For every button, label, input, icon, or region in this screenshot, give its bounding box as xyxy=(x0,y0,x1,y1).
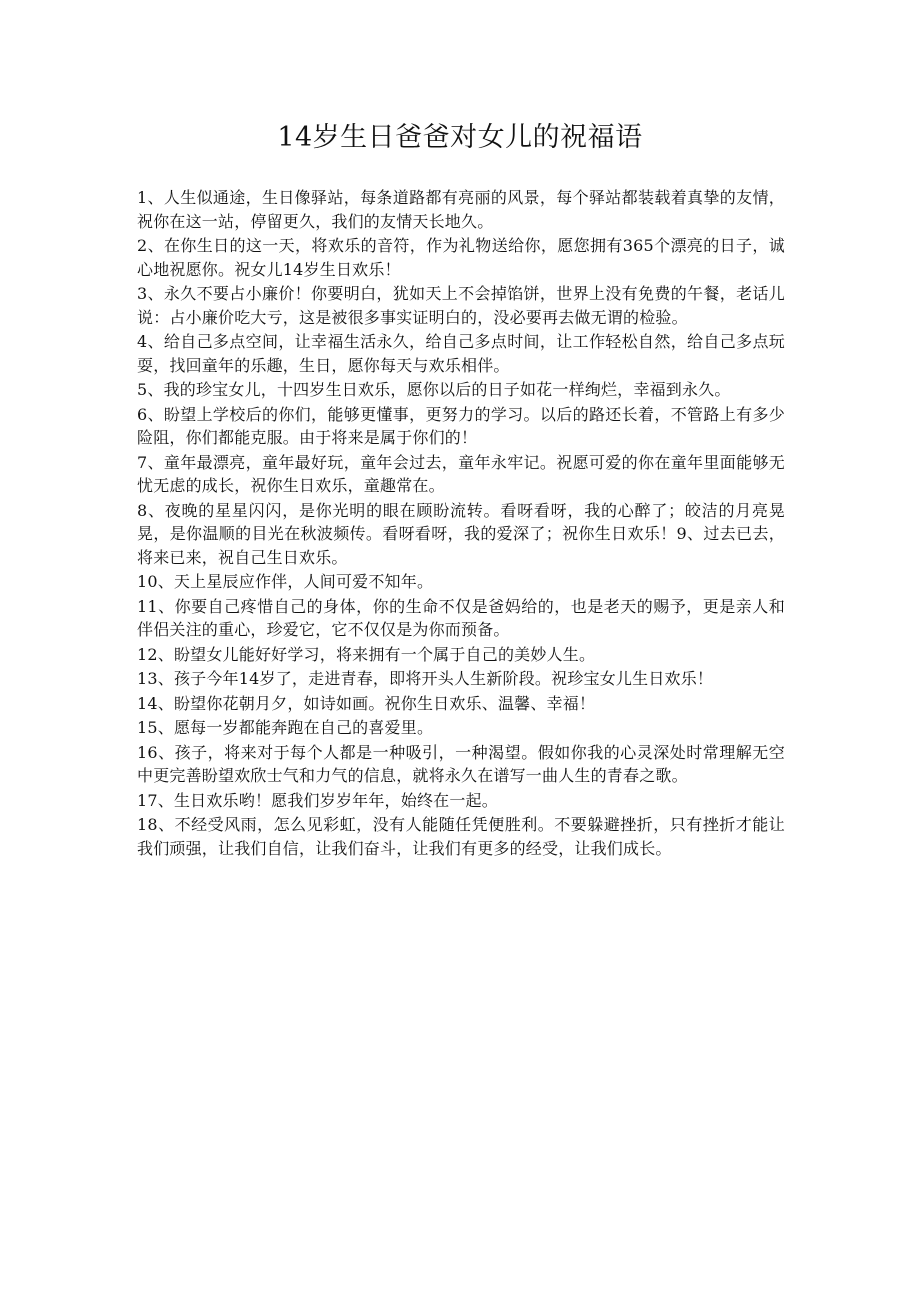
paragraph-4: 4、给自己多点空间，让幸福生活永久，给自己多点时间，让工作轻松自然，给自己多点玩耍，找回童年的乐趣，生日，愿你每天与欢乐相伴。 xyxy=(137,332,785,375)
paragraph-17: 17、生日欢乐哟！愿我们岁岁年年，始终在一起。 xyxy=(137,790,498,810)
paragraph-12: 12、盼望女儿能好好学习，将来拥有一个属于自己的美妙人生。 xyxy=(137,644,596,664)
paragraph-18: 18、不经受风雨，怎么见彩虹，没有人能随任凭便胜利。不要躲避挫折，只有挫折才能让我们顽强，让我们自信，让我们奋斗，让我们有更多的经受，让我们成长。 xyxy=(137,815,785,858)
paragraph-14: 14、盼望你花朝月夕，如诗如画。祝你生日欢乐、温馨、幸福！ xyxy=(137,693,596,713)
paragraph-1: 1、人生似通途，生日像驿站，每条道路都有亮丽的风景，每个驿站都装载着真挚的友情，祝你在这一站，停留更久，我们的友情天长地久。 xyxy=(137,188,785,231)
paragraph-10: 10、天上星辰应作伴，人间可爱不知年。 xyxy=(137,572,434,591)
paragraph-2: 2、在你生日的这一天，将欢乐的音符，作为礼物送给你，愿您拥有365个漂亮的日子，诚心地祝愿你。祝女儿14岁生日欢乐！ xyxy=(137,236,785,279)
paragraph-5: 5、我的珍宝女儿，十四岁生日欢乐，愿你以后的日子如花一样绚烂，幸福到永久。 xyxy=(137,380,731,399)
paragraph-3: 3、永久不要占小廉价！你要明白，犹如天上不会掉馅饼，世界上没有免费的午餐，老话儿说：占小廉价吃大亏，这是被很多事实证明白的，没必要再去做无谓的检验。 xyxy=(137,284,785,327)
paragraph-8: 8、夜晚的星星闪闪，是你光明的眼在顾盼流转。看呀看呀，我的心醉了；皎洁的月亮晃晃，是你温顺的目光在秋波频传。看呀看呀，我的爱深了；祝你生日欢乐！9、过去已去，将来已来，祝自己生日欢乐。 xyxy=(137,500,785,567)
paragraph-7: 7、童年最漂亮，童年最好玩，童年会过去，童年永牢记。祝愿可爱的你在童年里面能够无忧无虑的成长，祝你生日欢乐，童趣常在。 xyxy=(137,452,785,495)
paragraph-6: 6、盼望上学校后的你们，能够更懂事，更努力的学习。以后的路还长着，不管路上有多少险阻，你们都能克服。由于将来是属于你们的！ xyxy=(137,404,785,447)
paragraph-15: 15、愿每一岁都能奔跑在自己的喜爱里。 xyxy=(137,718,434,737)
page-title: 14岁生日爸爸对女儿的祝福语 xyxy=(277,122,643,153)
paragraph-13: 13、孩子今年14岁了，走进青春，即将开头人生新阶段。祝珍宝女儿生日欢乐！ xyxy=(137,669,714,688)
document-body xyxy=(137,186,785,861)
paragraph-11: 11、你要自己疼惜自己的身体，你的生命不仅是爸妈给的，也是老天的赐予，更是亲人和伴侣关注的重心，珍爱它，它不仅仅是为你而预备。 xyxy=(137,596,785,639)
paragraph-16: 16、孩子，将来对于每个人都是一种吸引，一种渴望。假如你我的心灵深处时常理解无空中更完善盼望欢欣士气和力气的信息，就将永久在谱写一曲人生的青春之歌。 xyxy=(137,742,785,785)
